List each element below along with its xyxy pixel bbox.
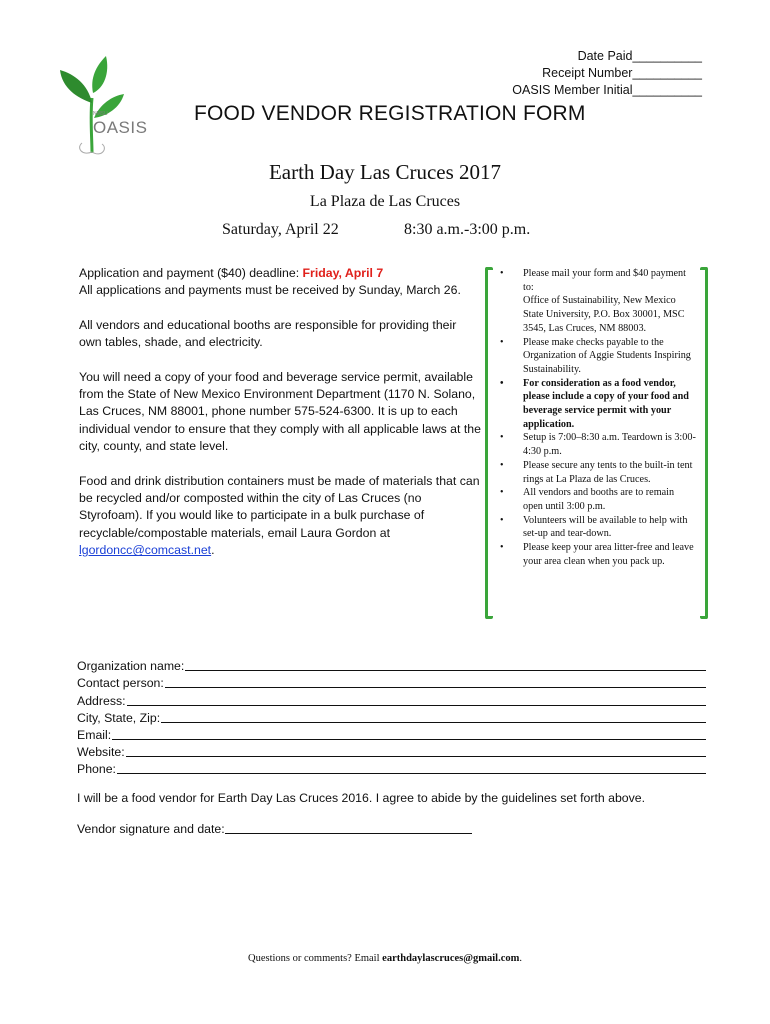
email-line[interactable] xyxy=(112,739,706,740)
organization-label: Organization name: xyxy=(77,659,185,674)
list-item xyxy=(500,459,696,486)
note-volunteers: Volunteers will be available to help with set-up and tear-down. xyxy=(523,514,688,540)
website-line[interactable] xyxy=(126,756,706,757)
note-setup: Setup is 7:00–8:30 a.m. Teardown is 3:00-4:30 p.m. xyxy=(523,432,696,458)
list-item xyxy=(500,377,696,432)
note-litter: Please keep your area litter-free and leave your area clean when you pack up. xyxy=(523,542,694,567)
city-line[interactable] xyxy=(161,722,706,723)
contact-field[interactable] xyxy=(77,673,706,690)
signature-line[interactable] xyxy=(225,833,472,834)
responsibility-paragraph: All vendors and educational booths are responsible for providing their own tables, shade, and electricity. xyxy=(79,317,457,350)
received-by-text: All applications and payments must be received by Sunday, March 26. xyxy=(79,283,461,298)
event-title: Earth Day Las Cruces 2017 xyxy=(268,160,502,184)
list-item xyxy=(500,336,696,377)
office-use-block xyxy=(512,48,702,99)
note-open: All vendors and booths are to remain open until 3:00 p.m. xyxy=(523,487,675,512)
receipt-number-field[interactable]: Receipt Number__________ xyxy=(542,66,702,80)
address-field[interactable] xyxy=(77,690,706,707)
note-address: Office of Sustainability, New Mexico State University, P.O. Box 30001, MSC 3545, Las Cruces, NM 88003. xyxy=(523,295,685,334)
note-permit: For consideration as a food vendor, please include a copy of your food and beverage service permit with your application. xyxy=(523,377,689,430)
phone-label: Phone: xyxy=(77,762,116,777)
permit-paragraph: You will need a copy of your food and beverage service permit, available from the State of New Mexico Environment Department (1170 N. Solano, Las Cruces, NM 88001, phone number 575-524-6300. It is up to each individual vendor to ensure that they comply with all applicable laws at the city, county, and state level. xyxy=(79,369,481,454)
list-item xyxy=(500,486,696,513)
right-bracket xyxy=(700,267,708,619)
address-label: Address: xyxy=(77,693,126,708)
deadline-paragraph xyxy=(79,265,481,300)
date-paid-field[interactable]: Date Paid__________ xyxy=(577,49,702,63)
event-date: Saturday, April 22 xyxy=(222,221,339,238)
event-venue: La Plaza de Las Cruces xyxy=(309,193,461,210)
signature-field[interactable] xyxy=(77,822,472,836)
footer xyxy=(0,953,770,964)
website-field[interactable] xyxy=(77,742,706,759)
phone-line[interactable] xyxy=(117,773,706,774)
note-mail: Please mail your form and $40 payment to: xyxy=(523,268,686,293)
contact-line[interactable] xyxy=(165,687,706,688)
containers-paragraph xyxy=(79,473,481,560)
deadline-label: Application and payment ($40) deadline: xyxy=(79,266,303,280)
website-label: Website: xyxy=(77,745,125,760)
logo-wordmark: OASIS xyxy=(93,118,148,137)
left-bracket xyxy=(485,267,493,619)
organization-field[interactable] xyxy=(77,656,706,673)
email-label: Email: xyxy=(77,727,112,742)
instructions-list xyxy=(500,267,696,568)
containers-text: Food and drink distribution containers must be made of materials that can be recycled and/or composted within the city of Las Cruces (no Styrofoam). If you would like to participate in a bulk purchase of recyclable/compostable materials, email Laura Gordon at xyxy=(79,473,480,540)
note-checks: Please make checks payable to the Organization of Aggie Students Inspiring Sustainability. xyxy=(523,336,691,375)
contact-label: Contact person: xyxy=(77,676,164,691)
list-item xyxy=(500,541,696,568)
list-item xyxy=(500,267,696,336)
registration-fields xyxy=(77,656,706,776)
signature-label: Vendor signature and date: xyxy=(77,822,225,836)
list-item xyxy=(500,514,696,541)
event-time: 8:30 a.m.-3:00 p.m. xyxy=(404,221,531,238)
footer-end: . xyxy=(519,953,522,964)
vendor-guidelines xyxy=(79,265,481,577)
footer-email[interactable]: earthdaylascruces@gmail.com xyxy=(382,953,520,964)
deadline-date: Friday, April 7 xyxy=(302,266,384,280)
form-title: FOOD VENDOR REGISTRATION FORM xyxy=(194,102,586,125)
contact-email-link[interactable]: lgordoncc@comcast.net xyxy=(79,543,212,558)
list-item xyxy=(500,431,696,458)
city-field[interactable] xyxy=(77,708,706,725)
footer-text: Questions or comments? Email xyxy=(248,953,383,964)
address-line[interactable] xyxy=(127,705,706,706)
agreement-statement: I will be a food vendor for Earth Day Las Cruces 2016. I agree to abide by the guidelines set forth above. xyxy=(77,791,646,805)
logo-small-text: NMSU xyxy=(93,111,108,117)
email-field[interactable] xyxy=(77,725,706,742)
note-tents: Please secure any tents to the built-in tent rings at La Plaza de las Cruces. xyxy=(523,459,693,485)
oasis-logo xyxy=(52,48,144,160)
city-label: City, State, Zip: xyxy=(77,710,161,725)
containers-end: . xyxy=(211,543,215,558)
phone-field[interactable] xyxy=(77,759,706,776)
organization-line[interactable] xyxy=(185,670,706,671)
member-initial-field[interactable]: OASIS Member Initial__________ xyxy=(512,83,702,97)
